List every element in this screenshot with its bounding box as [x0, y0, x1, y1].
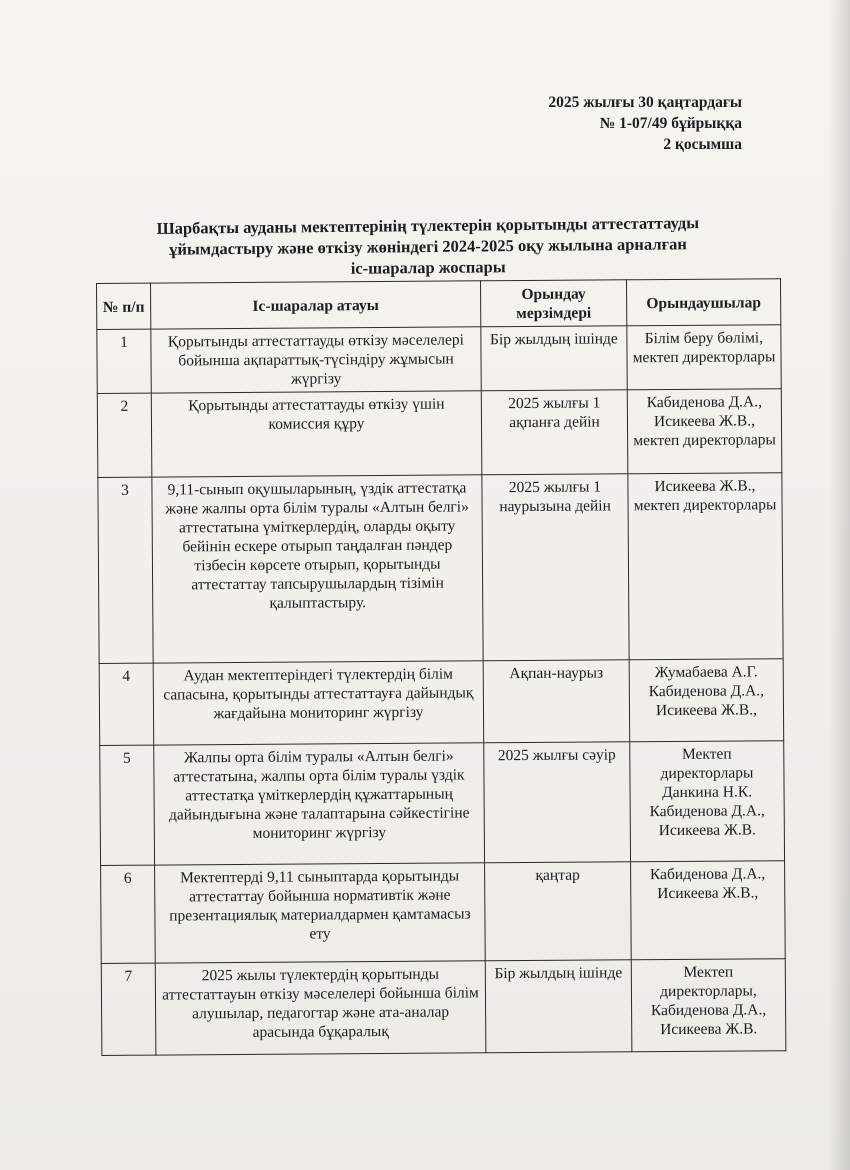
- page-edge-shadow: [828, 0, 850, 1170]
- header-deadline: Орындау мерзімдері: [480, 280, 626, 327]
- table-row: [101, 861, 786, 964]
- table-row: [99, 659, 784, 746]
- row-responsible: Исикеева Ж.В., мектеп директорлары: [628, 473, 783, 660]
- title-line-1: Шарбақты ауданы мектептерінің түлектерін қорытынды аттестаттауды: [156, 213, 700, 238]
- table-row: [100, 741, 785, 866]
- order-date-line: 2025 жылғы 30 қаңтардағы: [548, 94, 742, 111]
- row-number: 5: [100, 745, 155, 865]
- table-row: [98, 473, 783, 664]
- appendix-line: 2 қосымша: [663, 136, 742, 153]
- table-row: [101, 959, 786, 1056]
- header-activity-name: Іс-шаралар атауы: [151, 281, 481, 329]
- table-row: [97, 389, 782, 478]
- row-activity: Жалпы орта білім туралы «Алтын белгі» аттестатына, жалпы орта білім туралы үздік аттестатқа үміткерлердің құжаттарының дайындығына және талаптарына сәйкестігіне мониторинг жүргізу: [154, 743, 485, 865]
- row-responsible: Білім беру бөлімі, мектеп директорлары: [627, 325, 781, 390]
- row-activity: Қорытынды аттестаттауды өткізу үшін комиссия құру: [151, 391, 482, 477]
- row-responsible: Мектеп директорлары Данкина Н.К. Кабиденова Д.А., Исикеева Ж.В.: [630, 741, 785, 862]
- header-number: № п/п: [97, 283, 151, 329]
- row-activity: 2025 жылы түлектердің қорытынды аттестаттауын өткізу мәселелері бойынша білім алушылар, педагогтар және ата-аналар арасында бұқаралық: [155, 961, 486, 1055]
- header-responsible: Орындаушылар: [626, 279, 780, 326]
- row-deadline: 2025 жылғы сәуір: [484, 742, 631, 863]
- row-deadline: 2025 жылғы 1 ақпанға дейін: [481, 390, 628, 475]
- order-reference: [548, 92, 742, 155]
- row-responsible: Кабиденова Д.А., Исикеева Ж.В.,: [631, 861, 786, 960]
- row-activity: Аудан мектептеріндегі түлектердің білім сапасына, қорытынды аттестаттауға дайындық жағдайына мониторинг жүргізу: [153, 661, 484, 745]
- title-line-3: іс-шаралар жоспары: [350, 257, 506, 278]
- table-header-row: [97, 279, 781, 330]
- row-deadline: Ақпан-наурыз: [483, 660, 630, 743]
- row-deadline: Бір жылдың ішінде: [485, 960, 632, 1053]
- row-deadline: 2025 жылғы 1 наурызына дейін: [482, 474, 629, 661]
- row-activity: Мектептерді 9,11 сыныптарда қорытынды аттестаттау бойынша нормативтік және презентациялық материалдармен қамтамасыз ету: [155, 863, 486, 963]
- row-responsible: Кабиденова Д.А., Исикеева Ж.В., мектеп директорлары: [627, 389, 782, 474]
- row-number: 4: [99, 663, 154, 745]
- document-title: [118, 212, 739, 281]
- action-plan-table: [96, 278, 786, 1056]
- title-line-2: ұйымдастыру және өткізу жөніндегі 2024-2025 оқу жылына арналған: [169, 234, 687, 259]
- row-responsible: Жумабаева А.Г. Кабиденова Д.А., Исикеева Ж.В.,: [629, 659, 784, 742]
- row-number: 1: [97, 329, 151, 393]
- table-row: [97, 325, 781, 394]
- row-responsible: Мектеп директорлары, Кабиденова Д.А., Исикеева Ж.В.: [631, 959, 786, 1052]
- row-number: 6: [101, 865, 156, 963]
- row-activity: 9,11-сынып оқушыларының, үздік аттестатқа және жалпы орта білім туралы «Алтын белгі» аттестатына үміткерлердің, оларды оқыту бейінін ескере отырып таңдалған пәндер тізбесін көрсете отырып, қорытынды аттестаттау тапсырушылардың тізімін қалыптастыру.: [152, 475, 483, 663]
- row-deadline: Бір жылдың ішінде: [481, 326, 627, 391]
- row-activity: Қорытынды аттестаттауды өткізу мәселелері бойынша ақпараттық-түсіндіру жұмысын жүргізу: [151, 327, 481, 393]
- order-number-line: № 1-07/49 бұйрыққа: [599, 115, 742, 132]
- row-number: 2: [97, 393, 152, 477]
- row-deadline: қаңтар: [485, 862, 632, 961]
- row-number: 7: [101, 963, 156, 1055]
- row-number: 3: [98, 477, 153, 663]
